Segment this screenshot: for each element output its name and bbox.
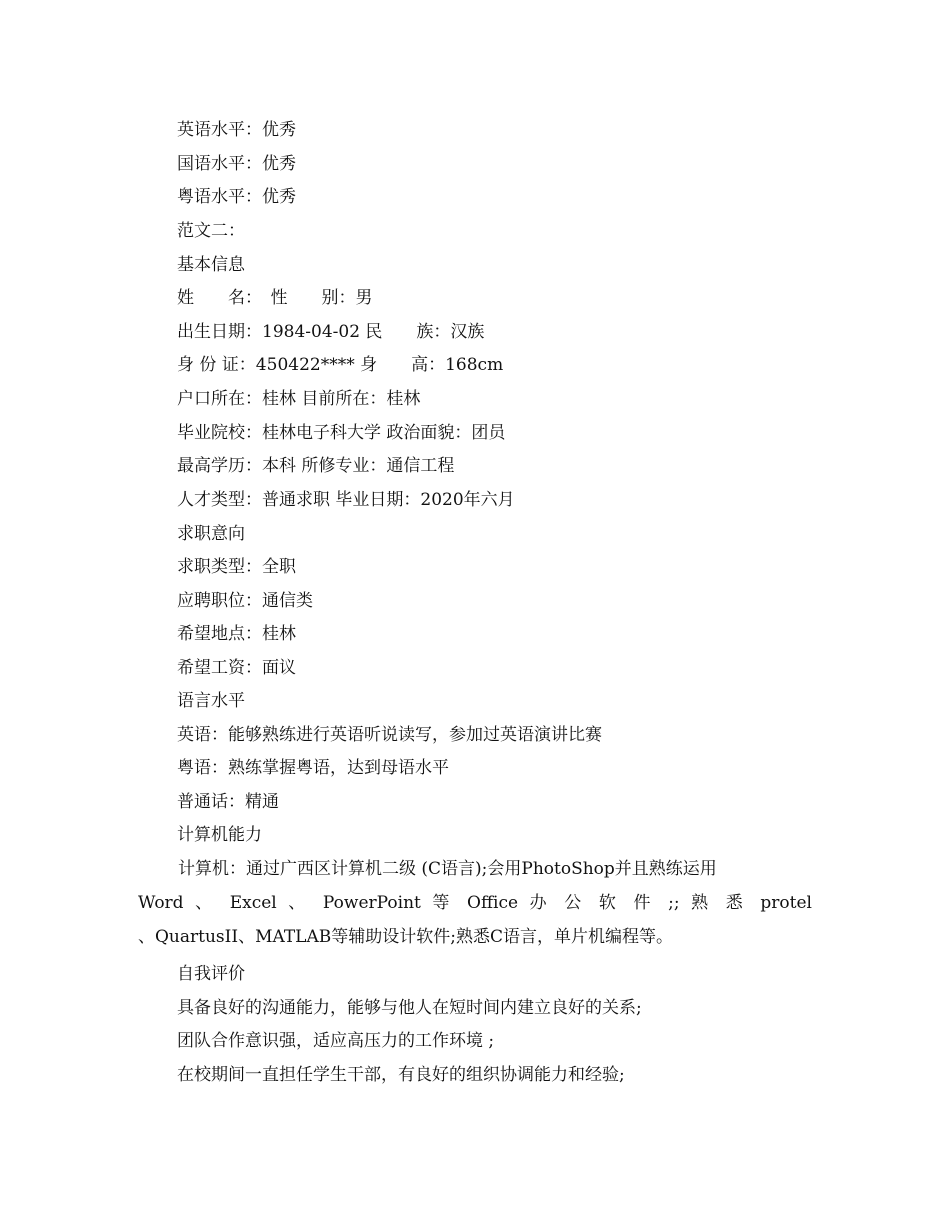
computer-paragraph-line-1: 计算机：通过广西区计算机二级 (C语言);会用PhotoShop并且熟练运用 — [178, 859, 717, 879]
sample-two-heading: 范文二： — [177, 221, 245, 241]
job-type-line: 求职类型：全职 — [177, 557, 296, 577]
teamwork-line: 团队合作意识强，适应高压力的工作环境 ; — [177, 1031, 495, 1051]
putonghua-skill-line: 普通话：精通 — [177, 792, 279, 812]
self-evaluation-heading: 自我评价 — [177, 964, 245, 984]
language-heading: 语言水平 — [177, 691, 245, 711]
communication-line: 具备良好的沟通能力，能够与他人在短时间内建立良好的关系; — [177, 998, 642, 1018]
basic-info-heading: 基本信息 — [177, 255, 245, 275]
location-line: 希望地点：桂林 — [177, 624, 296, 644]
cantonese-level-line: 粤语水平：优秀 — [177, 187, 296, 207]
education-major-line: 最高学历：本科 所修专业：通信工程 — [177, 456, 455, 476]
computer-skill-paragraph — [138, 859, 812, 963]
position-line: 应聘职位：通信类 — [177, 591, 313, 611]
computer-heading: 计算机能力 — [177, 825, 262, 845]
cantonese-skill-line: 粤语：熟练掌握粤语，达到母语水平 — [177, 758, 449, 778]
name-gender-line: 姓 名： 性 别：男 — [177, 288, 373, 308]
english-level-line: 英语水平：优秀 — [177, 120, 296, 140]
leadership-line: 在校期间一直担任学生干部，有良好的组织协调能力和经验; — [177, 1065, 625, 1085]
english-skill-line: 英语：能够熟练进行英语听说读写，参加过英语演讲比赛 — [177, 725, 602, 745]
talent-graduation-line: 人才类型：普通求职 毕业日期：2020年六月 — [177, 490, 515, 510]
job-intention-heading: 求职意向 — [177, 524, 245, 544]
id-height-line: 身 份 证：450422**** 身 高：168cm — [177, 355, 504, 375]
mandarin-level-line: 国语水平：优秀 — [177, 154, 296, 174]
computer-paragraph-line-2: Word 、 Excel 、 PowerPoint 等 Office 办 公 软 件 ;; 熟 悉 protel — [138, 893, 812, 913]
birth-ethnicity-line: 出生日期：1984-04-02 民 族：汉族 — [177, 322, 485, 342]
school-politics-line: 毕业院校：桂林电子科大学 政治面貌：团员 — [177, 423, 506, 443]
residence-line: 户口所在：桂林 目前所在：桂林 — [177, 389, 421, 409]
salary-line: 希望工资：面议 — [177, 658, 296, 678]
computer-paragraph-line-3: 、QuartusII、MATLAB等辅助设计软件;熟悉C语言，单片机编程等。 — [138, 927, 673, 947]
